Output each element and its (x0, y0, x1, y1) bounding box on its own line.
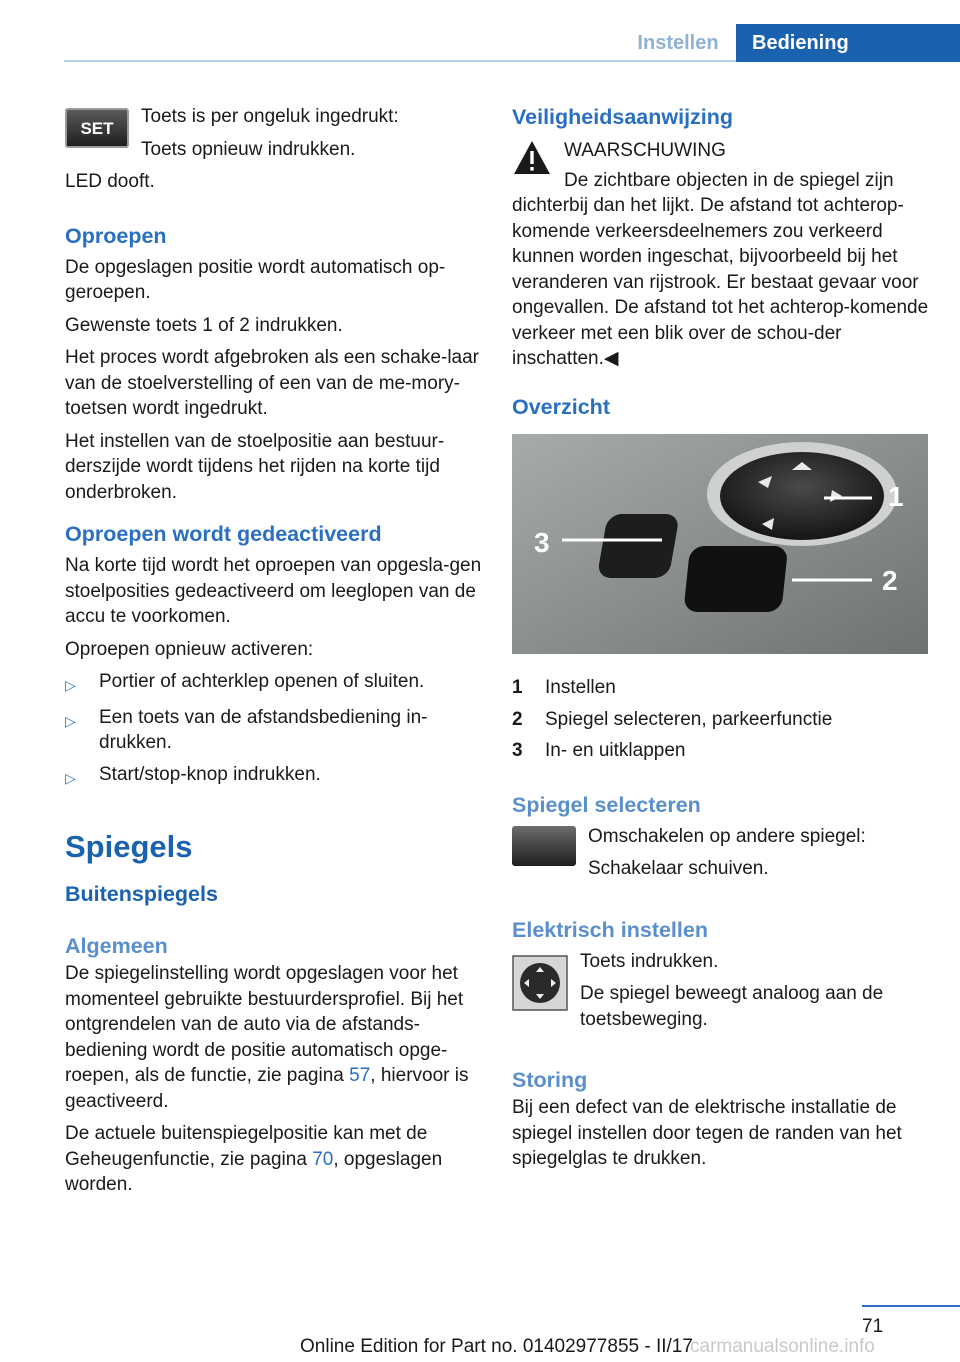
gedeact-p1: Na korte tijd wordt het oproepen van opgesla-gen stoelposities gedeactiveerd om leeglopen van de accu te voorkomen. (65, 555, 482, 627)
page-number: 71 (862, 1316, 884, 1337)
heading-gedeactiveerd: Oproepen wordt gedeactiveerd (65, 522, 382, 546)
heading-oproepen: Oproepen (65, 223, 167, 248)
warning-block (512, 138, 932, 193)
oproepen-p2: Gewenste toets 1 of 2 indrukken. (65, 314, 343, 336)
oproepen-p1: De opgeslagen positie wordt automatisch op-geroepen. (65, 256, 446, 303)
edition-note: Online Edition for Part no. 01402977855 - II/17 (300, 1336, 693, 1357)
el-line-1: Toets indrukken. (580, 950, 719, 972)
right-column (512, 104, 932, 1179)
heading-spiegels: Spiegels (65, 829, 193, 864)
list-item: ▷ Start/stop-knop indrukken. (65, 762, 485, 792)
photo-label-3: 3 (534, 526, 550, 558)
set-icon-label: SET (80, 119, 114, 138)
photo-label-2: 2 (882, 564, 898, 596)
tab-instellen[interactable]: Instellen (637, 32, 719, 54)
sel-line-1: Omschakelen op andere spiegel: (588, 825, 866, 847)
led-text: LED dooft. (65, 171, 155, 192)
set-instruction (65, 104, 485, 169)
oproepen-p4: Het instellen van de stoelpositie aan bestuur-derszijde wordt tijdens het rijden na korte tijd onderbroken. (65, 430, 445, 503)
triangle-bullet-icon: ▷ (65, 677, 76, 693)
mirror-select-switch-icon (512, 826, 576, 866)
oproepen-p3: Het proces wordt afgebroken als een schake-laar van de stoelverstelling of een van de me-mory-toetsen wordt ingedrukt. (65, 347, 480, 419)
warning-triangle-icon (512, 138, 552, 178)
warning-body: dichterbij dan het lijkt. De afstand tot achterop-komende verkeersdeelnemers zou verkeerd kunnen worden ingeschat, bijvoorbeeld bij het veranderen van rijstrook. Er bestaat gevaar voor ongevallen. De afstand tot het achterop-komende verkeer met een blik over de schou-der inschatten.◀ (512, 195, 929, 369)
gedeact-p2: Oproepen opnieuw activeren: (65, 638, 314, 660)
elektrisch-block (512, 949, 932, 1040)
legend-item: 3 In- en uitklappen (512, 740, 686, 761)
triangle-bullet-icon: ▷ (65, 769, 76, 786)
heading-elektrisch: Elektrisch instellen (512, 917, 708, 942)
page-link-70[interactable]: 70 (312, 1148, 334, 1170)
warning-line: De zichtbare objecten in de spiegel zijn (564, 169, 894, 191)
tab-bediening[interactable]: Bediening (736, 24, 960, 62)
left-column (65, 104, 485, 1205)
mirror-adjust-knob-icon (512, 955, 568, 1011)
algemeen-p1: De spiegelinstelling wordt opgeslagen voor het momenteel gebruikte bestuurdersprofiel. Bij het ontgrendelen van de auto via de afstands-bediening wordt de positie automatisch opge-roepen, als de functie, zie pagina 57, hiervoor is geactiveerd. (65, 963, 469, 1112)
algemeen-p2: De actuele buitenspiegelpositie kan met de Geheugenfunctie, zie pagina 70, opgeslagen worden. (65, 1123, 443, 1195)
legend-item: 2 Spiegel selecteren, parkeerfunctie (512, 708, 833, 730)
sel-line-2: Schakelaar schuiven. (588, 858, 769, 879)
mirror-controls-photo (512, 434, 932, 676)
set-button-icon (65, 108, 129, 148)
list-item: ▷ Een toets van de afstandsbediening in-drukken. (65, 705, 485, 756)
heading-storing: Storing (512, 1068, 588, 1092)
heading-spiegel-selecteren: Spiegel selecteren (512, 792, 701, 817)
list-item: ▷ Portier of achterklep openen of sluiten. (65, 669, 485, 699)
heading-overzicht: Overzicht (512, 394, 610, 419)
heading-buitenspiegels: Buitenspiegels (65, 882, 218, 906)
heading-veiligheid: Veiligheidsaanwijzing (512, 105, 734, 129)
page-link-57[interactable]: 57 (349, 1065, 371, 1086)
selecteren-block (512, 824, 932, 889)
warning-heading: WAARSCHUWING (564, 140, 726, 161)
watermark: carmanualsonline.info (690, 1336, 875, 1357)
footer-rule (862, 1305, 960, 1307)
set-line-2: Toets opnieuw indrukken. (141, 138, 356, 160)
triangle-bullet-icon: ▷ (65, 712, 76, 729)
legend-item: 1 Instellen (512, 677, 616, 698)
el-line-2: De spiegel beweegt analoog aan de toetsbeweging. (580, 983, 884, 1030)
storing-p: Bij een defect van de elektrische installatie de spiegel instellen door tegen de randen van het spiegelglas te drukken. (512, 1097, 902, 1169)
set-line-1: Toets is per ongeluk ingedrukt: (141, 106, 399, 127)
heading-algemeen: Algemeen (65, 934, 168, 958)
photo-label-1: 1 (888, 480, 904, 512)
